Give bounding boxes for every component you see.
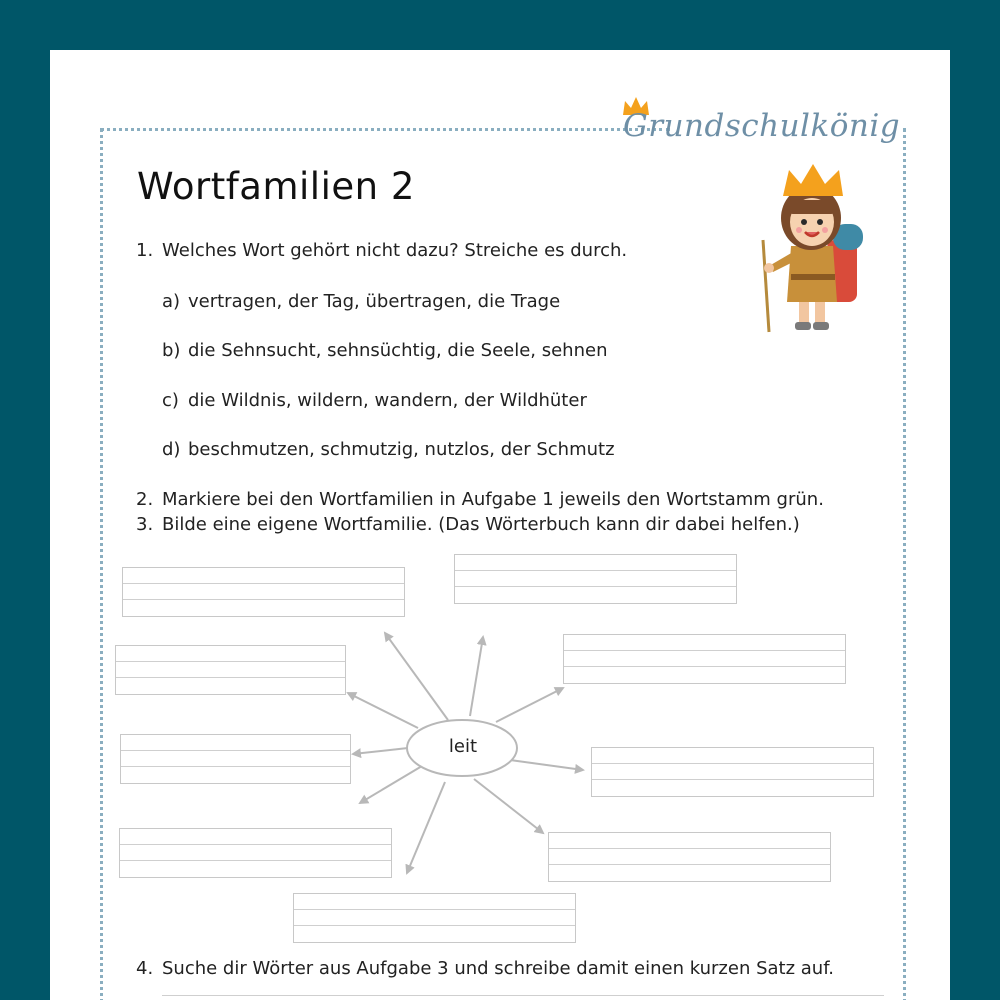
task1-item-a-text: vertragen, der Tag, übertragen, die Trage [188, 291, 561, 312]
task4-number: 4. [136, 958, 154, 979]
writing-box-6[interactable] [591, 747, 874, 797]
task3-text: Bilde eine eigene Wortfamilie. (Das Wörterbuch kann dir dabei helfen.) [162, 514, 800, 535]
task1-item-c-text: die Wildnis, wildern, wandern, der Wildhüter [188, 390, 587, 411]
writing-box-3[interactable] [563, 634, 846, 684]
task1-item-b-text: die Sehnsucht, sehnsüchtig, die Seele, sehnen [188, 340, 608, 361]
writing-box-7[interactable] [119, 828, 392, 878]
task1-item-d-label: d) [162, 439, 181, 460]
task1-item-d-text: beschmutzen, schmutzig, nutzlos, der Schmutz [188, 439, 615, 460]
worksheet-page [50, 50, 950, 1000]
writing-box-5[interactable] [120, 734, 351, 784]
task1-item-c-label: c) [162, 390, 179, 411]
task1-instruction: Welches Wort gehört nicht dazu? Streiche es durch. [162, 240, 628, 261]
task4-writing-line[interactable] [162, 995, 884, 996]
writing-box-2[interactable] [454, 554, 737, 604]
writing-box-8[interactable] [548, 832, 831, 882]
task1-number: 1. [136, 240, 154, 261]
task2-text: Markiere bei den Wortfamilien in Aufgabe 1 jeweils den Wortstamm grün. [162, 489, 824, 510]
task2-number: 2. [136, 489, 154, 510]
task1-item-a-label: a) [162, 291, 181, 312]
writing-box-4[interactable] [115, 645, 346, 695]
writing-box-9[interactable] [293, 893, 576, 943]
writing-box-1[interactable] [122, 567, 405, 617]
king-child-illustration [755, 162, 875, 334]
page-title: Wortfamilien 2 [137, 165, 415, 208]
task4-text: Suche dir Wörter aus Aufgabe 3 und schreibe damit einen kurzen Satz auf. [162, 958, 834, 979]
word-family-center: leit [448, 736, 478, 757]
brand-logo: Grundschulkönig [623, 108, 901, 144]
task3-number: 3. [136, 514, 154, 535]
task1-item-b-label: b) [162, 340, 181, 361]
